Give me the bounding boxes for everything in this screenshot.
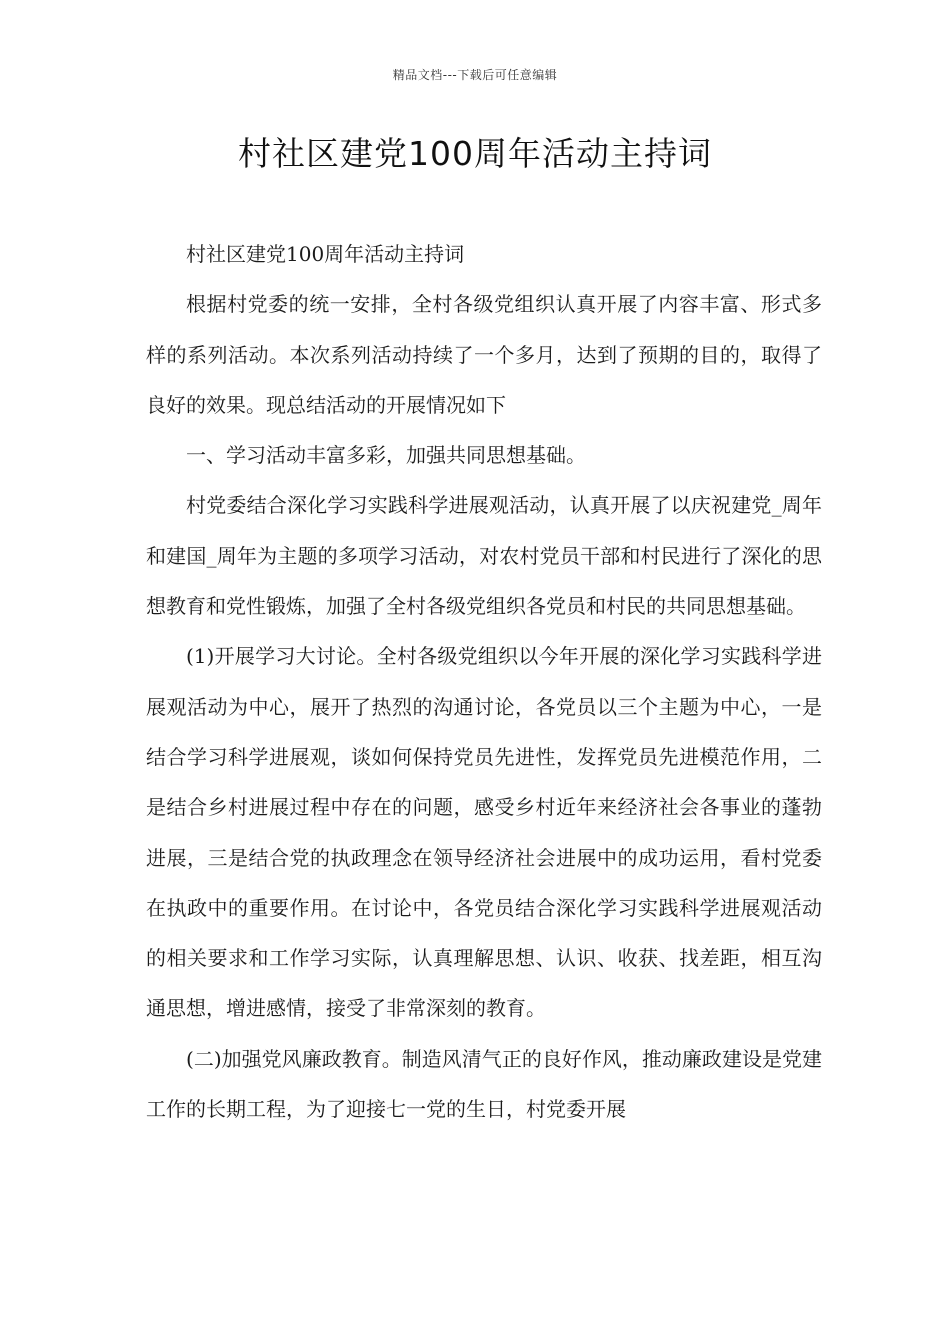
paragraph: (1)开展学习大讨论。全村各级党组织以今年开展的深化学习实践科学进展观活动为中心，展开了热烈的沟通讨论，各党员以三个主题为中心，一是结合学习科学进展观，谈如何保持党员先进性，发挥党员先进模范作用，二是结合乡村进展过程中存在的问题，感受乡村近年来经济社会各事业的蓬勃进展，三是结合党的执政理念在领导经济社会进展中的成功运用，看村党委在执政中的重要作用。在讨论中，各党员结合深化学习实践科学进展观活动的相关要求和工作学习实际，认真理解思想、认识、收获、找差距，相互沟通思想，增进感情，接受了非常深刻的教育。	[146, 644, 822, 1021]
document-body	[146, 229, 822, 1134]
paragraph-intro: 根据村党委的统一安排，全村各级党组织认真开展了内容丰富、形式多样的系列活动。本次系列活动持续了一个多月，达到了预期的目的，取得了良好的效果。现总结活动的开展情况如下	[146, 292, 822, 417]
document-title: 村社区建党100周年活动主持词	[238, 134, 712, 173]
header-note: 精品文档---下载后可任意编辑	[392, 68, 558, 82]
paragraph: 村党委结合深化学习实践科学进展观活动，认真开展了以庆祝建党_周年和建国_周年为主题的多项学习活动，对农村党员干部和村民进行了深化的思想教育和党性锻炼，加强了全村各级党组织各党员和村民的共同思想基础。	[146, 493, 822, 619]
paragraph: (二)加强党风廉政教育。制造风清气正的良好作风，推动廉政建设是党建工作的长期工程，为了迎接七一党的生日，村党委开展	[146, 1046, 822, 1122]
paragraph-section-heading: 一、学习活动丰富多彩，加强共同思想基础。	[186, 443, 586, 468]
paragraph-subtitle: 村社区建党100周年活动主持词	[186, 242, 465, 266]
